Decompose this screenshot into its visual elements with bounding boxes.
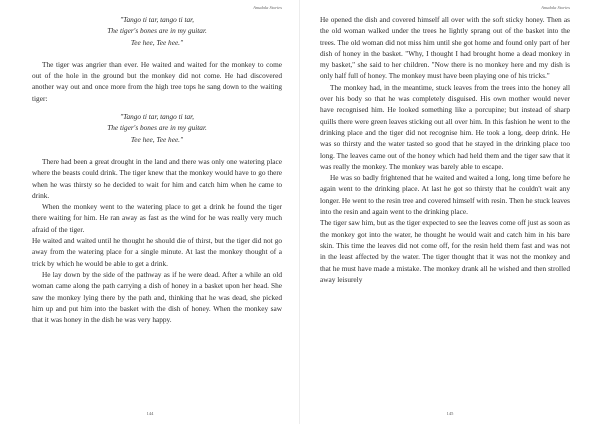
verse-line: Tee hee, Tee hee."	[130, 37, 184, 47]
paragraph: There had been a great drought in the land and there was only one watering place where the beasts could drink. The tiger knew that the monkey would have to go there when he was thirsty so he decided to wait for him and catch him when he came to drink.	[32, 156, 282, 200]
verse-2	[32, 111, 282, 145]
paragraph: The tiger was angrier than ever. He waited and waited for the monkey to come out of the hole in the ground but the monkey did not come. He had discovered another way out and once more from the high tree tops he sang down to the waiting tiger:	[32, 59, 282, 103]
verse-line: Tee hee, Tee hee."	[130, 134, 184, 144]
verse-line: "Tango ti tar, tango ti tar,	[120, 15, 194, 24]
right-page	[300, 0, 600, 424]
paragraph: He was so badly frightened that he waited and waited a long, long time before he again went to the drinking place. At last he got so thirsty that he couldn't wait any longer. He went to the resin tree and covered himself with resin. Then he stuck leaves into the resin and again went to the drinking place.	[320, 173, 570, 217]
paragraph: When the monkey went to the watering place to get a drink he found the tiger there waiting for him. He ran away as fast as the wind for he was really very much afraid of the tiger.	[32, 202, 282, 234]
paragraph: He opened the dish and covered himself all over with the soft sticky honey. Then as the old woman walked under the trees he lightly sprang out of the basket into the trees. The old woman did not miss him until she got home and found only part of her dish of honey in the basket. "Why, I thought I had brought home a dead monkey in my basket," she said to her children. "Now there is no monkey here and my dish is only half full of honey. The monkey must have been playing one of his tricks."	[320, 15, 570, 81]
verse-line: The tiger's bones are in my guitar.	[107, 26, 207, 36]
verse-1	[32, 14, 282, 48]
paragraph: The tiger saw him, but as the tiger expected to see the leaves come off just as soon as the monkey got into the water, he thought he would wait and catch him in his bare skin. This time the leaves did not come off, for the resin held them fast and was not in the least affected by the water. The tiger thought that it was not the monkey and that he must have made a mistake. The monkey drank all he wished and then strolled away leisurely	[320, 218, 570, 284]
page-number-left: 144	[146, 411, 154, 416]
running-head-left: Anudala Stories	[253, 5, 282, 10]
verse-line: "Tango ti tar, tango ti tar,	[120, 112, 194, 122]
paragraph: He lay down by the side of the pathway as if he were dead. After a while an old woman came along the path carrying a dish of honey in a basket upon her head. She saw the monkey lying there by the path and, thinking that he was dead, she picked him up and put him into the basket with the dish of honey. When the monkey saw that it was honey in the dish he was very happy.	[32, 269, 282, 325]
paragraph: The monkey had, in the meantime, stuck leaves from the trees into the honey all over his body so that he was completely disguised. His own mother would never have recognised him. He looked something like a porcupine; but instead of sharp quills there were green leaves sticking out all over him. In this fashion he went to the drinking place and the tiger did not recognise him. He took a long, deep drink. He was so thirsty and the water tasted so good that he stayed in the drinking place too long. The leaves came out of the honey which had held them and the tiger saw that it was really the monkey. The monkey was barely able to escape.	[320, 82, 570, 171]
running-head-right: Anudala Stories	[541, 5, 570, 10]
page-number-right: 145	[446, 411, 454, 416]
paragraph: He waited and waited until he thought he should die of thirst, but the tiger did not go away from the watering place for a single minute. At last the monkey thought of a trick by which he would be able to get a drink.	[32, 236, 282, 268]
verse-line: The tiger's bones are in my guitar.	[107, 123, 207, 133]
